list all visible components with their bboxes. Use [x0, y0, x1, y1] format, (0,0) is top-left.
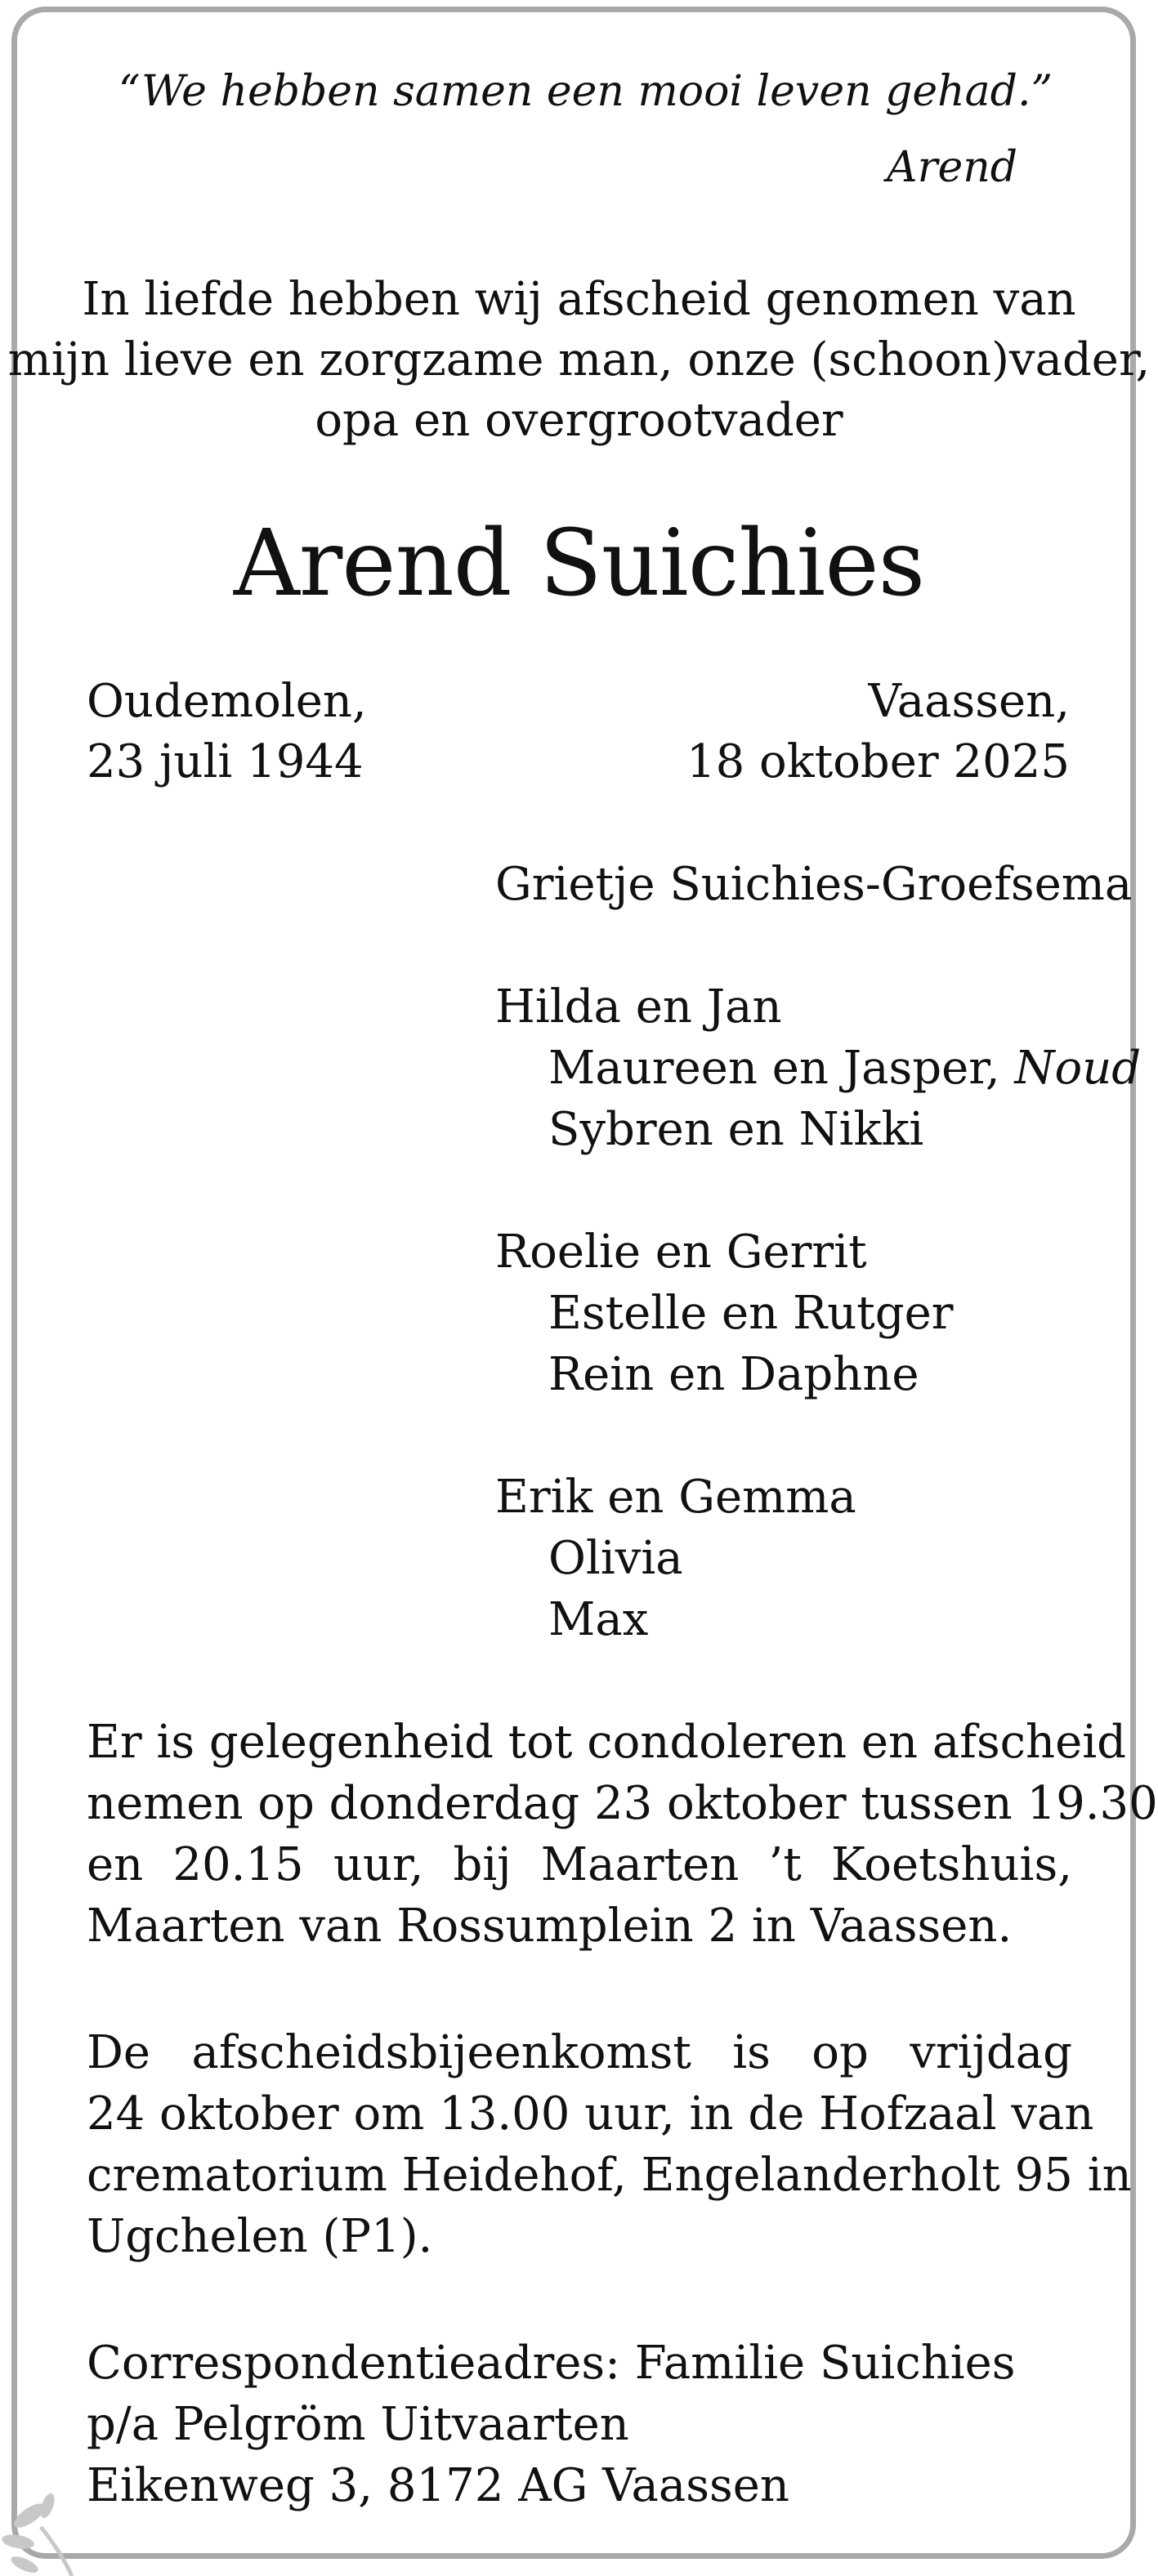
address-line: p/a Pelgröm Uitvaarten — [87, 2398, 629, 2451]
paragraph-line: 24 oktober om 13.00 uur, in de Hofzaal van — [87, 2087, 1094, 2141]
family-children: Olivia — [548, 1532, 683, 1585]
address-line: Correspondentieadres: Familie Suichies — [87, 2337, 1016, 2390]
birth-date: 23 juli 1944 — [87, 735, 364, 788]
family-children: Sybren en Nikki — [548, 1103, 924, 1156]
condolence-paragraph — [87, 1712, 1158, 1957]
great-grandchild-name: Noud — [1014, 1042, 1142, 1095]
intro-line: opa en overgrootvader — [315, 394, 843, 447]
paragraph-line: Ugchelen (P1). — [87, 2210, 433, 2263]
intro-text — [0, 270, 1158, 451]
family-children: Rein en Daphne — [548, 1348, 919, 1401]
spouse-name: Grietje Suichies-Groefsema — [495, 858, 1133, 911]
paragraph-line: en 20.15 uur, bij Maarten ’t Koetshuis, — [87, 1838, 1072, 1891]
death-info — [686, 672, 1070, 792]
intro-line: mijn lieve en zorgzame man, onze (schoon)vader, — [7, 333, 1151, 386]
death-date: 18 oktober 2025 — [686, 735, 1070, 788]
intro-line: In liefde hebben wij afscheid genomen van — [82, 273, 1076, 326]
paragraph-line: nemen op donderdag 23 oktober tussen 19.30 — [87, 1777, 1158, 1830]
correspondence-address — [87, 2333, 1016, 2516]
family-parents: Roelie en Gerrit — [495, 1225, 867, 1279]
family-parents: Hilda en Jan — [495, 980, 782, 1034]
family-children: Max — [548, 1593, 649, 1646]
death-place: Vaassen, — [868, 675, 1070, 728]
family-children — [548, 1042, 1141, 1095]
birth-place: Oudemolen, — [87, 675, 367, 728]
paragraph-line: Maarten van Rossumplein 2 in Vaassen. — [87, 1900, 1013, 1953]
paragraph-line: Er is gelegenheid tot condoleren en afscheid — [87, 1716, 1127, 1769]
family-children-names: Maureen en Jasper, — [548, 1042, 1015, 1095]
address-line: Eikenweg 3, 8172 AG Vaassen — [87, 2459, 789, 2512]
ceremony-paragraph — [87, 2022, 1132, 2267]
family-parents: Erik en Gemma — [495, 1471, 856, 1524]
deceased-name: Arend Suichies — [233, 511, 925, 617]
paragraph-line: De afscheidsbijeenkomst is op vrijdag — [87, 2026, 1072, 2079]
family-children: Estelle en Rutger — [548, 1287, 954, 1340]
leaf-sprig-icon — [0, 2480, 78, 2576]
quote: “We hebben samen een mooi leven gehad.” — [118, 67, 1053, 116]
paragraph-line: crematorium Heidehof, Engelanderholt 95 in — [87, 2149, 1132, 2202]
birth-info — [87, 672, 367, 792]
quote-author: Arend — [887, 143, 1017, 192]
